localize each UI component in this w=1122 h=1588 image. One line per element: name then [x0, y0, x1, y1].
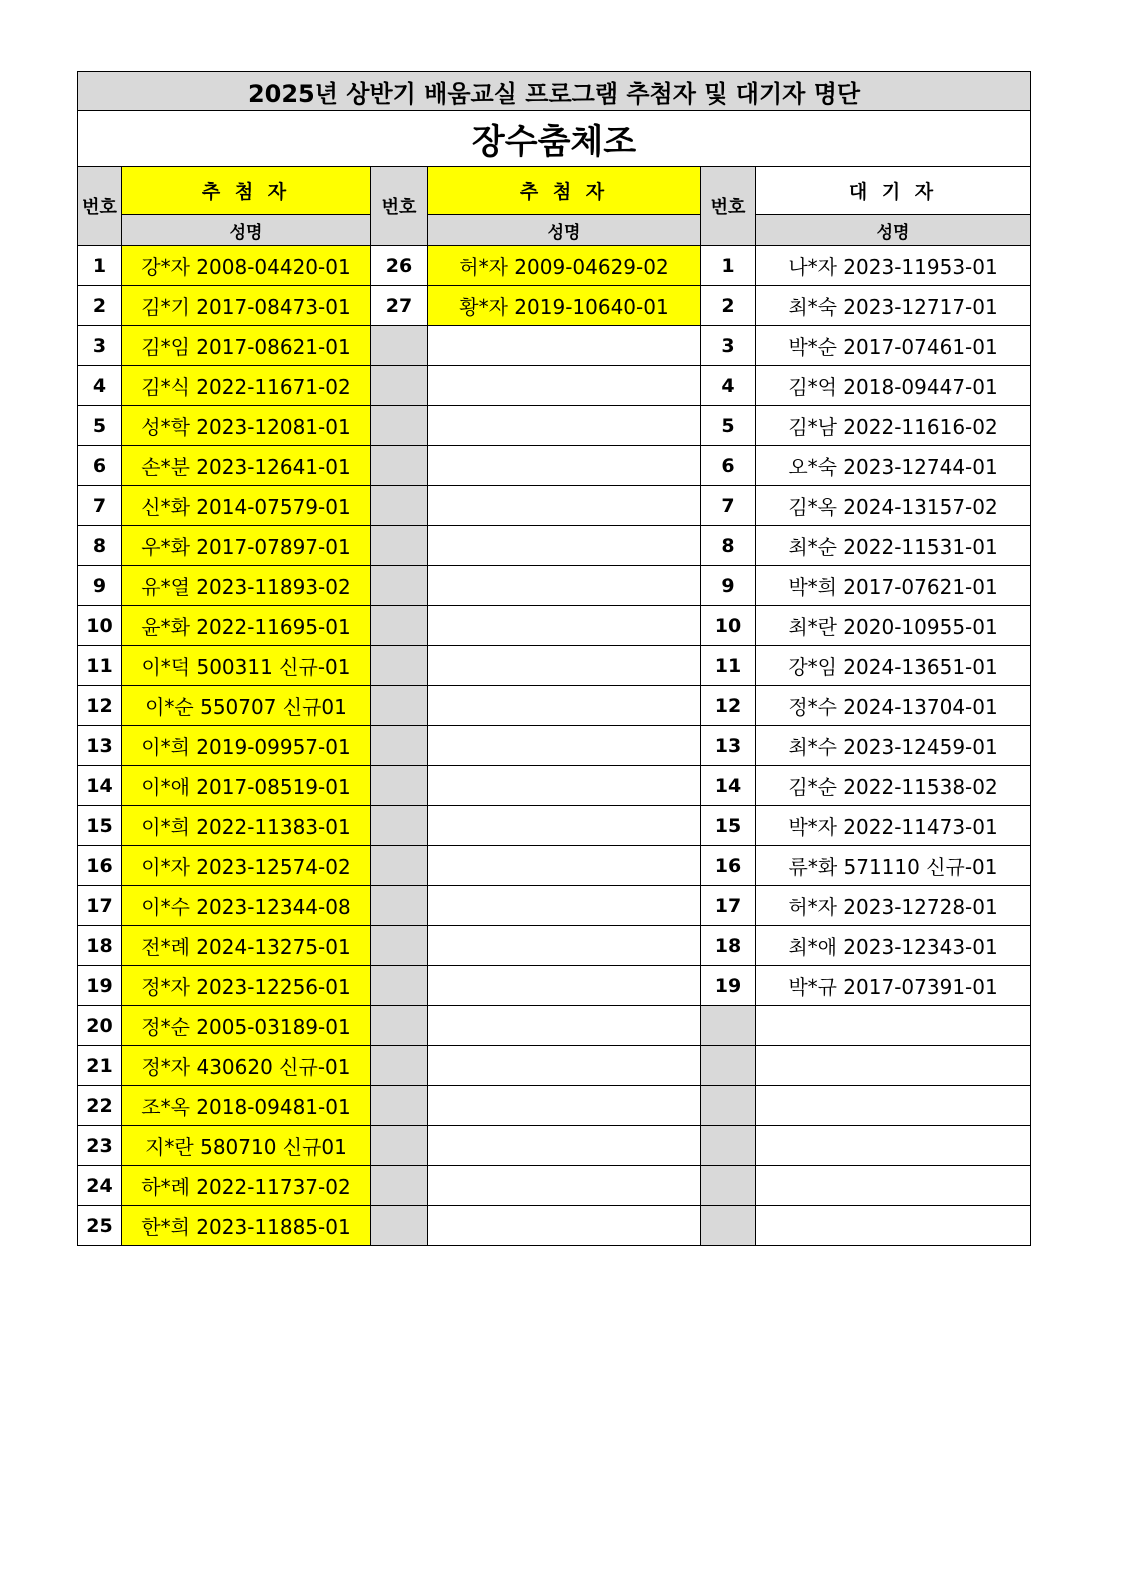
table-row	[78, 1006, 1031, 1046]
winner-number: 2	[78, 286, 122, 326]
winner-name: 우*화 2017-07897-01	[122, 526, 371, 566]
winner-name: 김*임 2017-08621-01	[122, 326, 371, 366]
waitlist-name: 박*자 2022-11473-01	[756, 806, 1031, 846]
table-row	[78, 246, 1031, 286]
waitlist-number	[701, 1006, 756, 1046]
waitlist-name: 강*임 2024-13651-01	[756, 646, 1031, 686]
waitlist-name	[756, 1006, 1031, 1046]
winner-name: 전*례 2024-13275-01	[122, 926, 371, 966]
table-row	[78, 286, 1031, 326]
winner-name: 유*열 2023-11893-02	[122, 566, 371, 606]
winner-name: 이*희 2022-11383-01	[122, 806, 371, 846]
number-header-1: 번호	[78, 167, 122, 246]
winner-name-2	[428, 326, 701, 366]
waitlist-number	[701, 1206, 756, 1246]
waitlist-number: 2	[701, 286, 756, 326]
winner-number: 22	[78, 1086, 122, 1126]
winner-name-2	[428, 1006, 701, 1046]
winner-name: 신*화 2014-07579-01	[122, 486, 371, 526]
winner-number: 7	[78, 486, 122, 526]
winner-number-2	[371, 766, 428, 806]
document-page	[77, 71, 1030, 1246]
waitlist-name: 정*수 2024-13704-01	[756, 686, 1031, 726]
waitlist-number: 9	[701, 566, 756, 606]
waitlist-name: 오*숙 2023-12744-01	[756, 446, 1031, 486]
winner-number: 5	[78, 406, 122, 446]
winner-number: 20	[78, 1006, 122, 1046]
number-header-2: 번호	[371, 167, 428, 246]
document-title: 2025년 상반기 배움교실 프로그램 추첨자 및 대기자 명단	[78, 72, 1031, 111]
winner-number-2	[371, 806, 428, 846]
table-row	[78, 526, 1031, 566]
waitlist-name: 류*화 571110 신규-01	[756, 846, 1031, 886]
winner-name: 이*희 2019-09957-01	[122, 726, 371, 766]
table-row	[78, 446, 1031, 486]
winner-number-2	[371, 446, 428, 486]
winner-number: 23	[78, 1126, 122, 1166]
table-row	[78, 726, 1031, 766]
waitlist-name	[756, 1046, 1031, 1086]
winner-number-2	[371, 966, 428, 1006]
winner-number-2	[371, 686, 428, 726]
table-row	[78, 606, 1031, 646]
winner-number-2	[371, 1086, 428, 1126]
table-row	[78, 1126, 1031, 1166]
waitlist-number: 17	[701, 886, 756, 926]
winner-number: 17	[78, 886, 122, 926]
winner-name: 이*애 2017-08519-01	[122, 766, 371, 806]
waitlist-name	[756, 1126, 1031, 1166]
table-row	[78, 366, 1031, 406]
winner-number: 13	[78, 726, 122, 766]
winner-name: 하*례 2022-11737-02	[122, 1166, 371, 1206]
winner-number: 11	[78, 646, 122, 686]
table-row	[78, 686, 1031, 726]
table-row	[78, 1166, 1031, 1206]
name-header-1: 성명	[122, 215, 371, 246]
winner-number-2: 27	[371, 286, 428, 326]
winner-name-2: 황*자 2019-10640-01	[428, 286, 701, 326]
winner-number: 25	[78, 1206, 122, 1246]
table-row	[78, 886, 1031, 926]
winners-header-2: 추 첨 자	[428, 167, 701, 215]
roster-table	[77, 71, 1031, 1246]
winner-name-2	[428, 926, 701, 966]
winner-name-2	[428, 366, 701, 406]
winner-number-2	[371, 646, 428, 686]
waitlist-number: 16	[701, 846, 756, 886]
winner-number-2	[371, 726, 428, 766]
winner-name: 윤*화 2022-11695-01	[122, 606, 371, 646]
winner-name: 손*분 2023-12641-01	[122, 446, 371, 486]
waitlist-name: 최*수 2023-12459-01	[756, 726, 1031, 766]
winner-number: 3	[78, 326, 122, 366]
waitlist-number: 1	[701, 246, 756, 286]
winner-number-2: 26	[371, 246, 428, 286]
winner-name-2	[428, 486, 701, 526]
winner-number-2	[371, 326, 428, 366]
winner-name-2	[428, 646, 701, 686]
winner-name: 성*학 2023-12081-01	[122, 406, 371, 446]
winner-number: 12	[78, 686, 122, 726]
winner-number-2	[371, 406, 428, 446]
waitlist-number: 3	[701, 326, 756, 366]
table-row	[78, 646, 1031, 686]
winner-number: 8	[78, 526, 122, 566]
waitlist-number: 4	[701, 366, 756, 406]
table-row	[78, 966, 1031, 1006]
winner-name: 이*덕 500311 신규-01	[122, 646, 371, 686]
table-row	[78, 766, 1031, 806]
winner-number: 16	[78, 846, 122, 886]
winner-number-2	[371, 926, 428, 966]
waitlist-number: 8	[701, 526, 756, 566]
winner-name: 김*기 2017-08473-01	[122, 286, 371, 326]
winner-number-2	[371, 566, 428, 606]
winner-number-2	[371, 1206, 428, 1246]
winner-number: 1	[78, 246, 122, 286]
winner-name-2	[428, 1086, 701, 1126]
winner-name-2: 허*자 2009-04629-02	[428, 246, 701, 286]
waitlist-name: 최*숙 2023-12717-01	[756, 286, 1031, 326]
winner-number: 15	[78, 806, 122, 846]
winner-name-2	[428, 446, 701, 486]
waitlist-number: 6	[701, 446, 756, 486]
winner-name-2	[428, 1126, 701, 1166]
waitlist-name: 허*자 2023-12728-01	[756, 886, 1031, 926]
winner-name: 정*자 2023-12256-01	[122, 966, 371, 1006]
winner-name: 지*란 580710 신규01	[122, 1126, 371, 1166]
winner-name-2	[428, 1206, 701, 1246]
winner-number-2	[371, 846, 428, 886]
name-header-3: 성명	[756, 215, 1031, 246]
waitlist-number: 11	[701, 646, 756, 686]
waitlist-name: 김*옥 2024-13157-02	[756, 486, 1031, 526]
winner-number-2	[371, 526, 428, 566]
table-row	[78, 1206, 1031, 1246]
number-header-3: 번호	[701, 167, 756, 246]
winner-number-2	[371, 486, 428, 526]
waitlist-number: 15	[701, 806, 756, 846]
winner-number-2	[371, 886, 428, 926]
table-row	[78, 406, 1031, 446]
waitlist-number: 19	[701, 966, 756, 1006]
waitlist-header: 대 기 자	[756, 167, 1031, 215]
waitlist-name: 김*억 2018-09447-01	[756, 366, 1031, 406]
table-row	[78, 926, 1031, 966]
waitlist-name: 최*순 2022-11531-01	[756, 526, 1031, 566]
table-row	[78, 806, 1031, 846]
winner-name-2	[428, 726, 701, 766]
table-row	[78, 566, 1031, 606]
winner-number: 18	[78, 926, 122, 966]
waitlist-name	[756, 1166, 1031, 1206]
waitlist-number: 14	[701, 766, 756, 806]
winner-name: 김*식 2022-11671-02	[122, 366, 371, 406]
waitlist-number: 10	[701, 606, 756, 646]
winner-name: 한*희 2023-11885-01	[122, 1206, 371, 1246]
waitlist-name: 박*희 2017-07621-01	[756, 566, 1031, 606]
waitlist-number: 5	[701, 406, 756, 446]
waitlist-number: 7	[701, 486, 756, 526]
winner-name-2	[428, 606, 701, 646]
winner-name-2	[428, 1046, 701, 1086]
waitlist-name: 박*규 2017-07391-01	[756, 966, 1031, 1006]
winner-number-2	[371, 1166, 428, 1206]
winner-name-2	[428, 566, 701, 606]
waitlist-number	[701, 1046, 756, 1086]
winner-number-2	[371, 606, 428, 646]
winner-number: 21	[78, 1046, 122, 1086]
winner-name-2	[428, 766, 701, 806]
winner-name-2	[428, 966, 701, 1006]
winner-name-2	[428, 1166, 701, 1206]
winner-number: 10	[78, 606, 122, 646]
name-header-2: 성명	[428, 215, 701, 246]
program-name: 장수춤체조	[78, 111, 1031, 167]
winner-name-2	[428, 806, 701, 846]
winners-header-1: 추 첨 자	[122, 167, 371, 215]
table-row	[78, 326, 1031, 366]
winner-number-2	[371, 1046, 428, 1086]
winner-name-2	[428, 686, 701, 726]
waitlist-name: 최*란 2020-10955-01	[756, 606, 1031, 646]
winner-name: 이*수 2023-12344-08	[122, 886, 371, 926]
waitlist-name: 김*남 2022-11616-02	[756, 406, 1031, 446]
winner-number: 9	[78, 566, 122, 606]
table-row	[78, 486, 1031, 526]
waitlist-name	[756, 1086, 1031, 1126]
winner-name-2	[428, 846, 701, 886]
winner-number-2	[371, 1126, 428, 1166]
table-row	[78, 846, 1031, 886]
table-row	[78, 1046, 1031, 1086]
waitlist-number	[701, 1166, 756, 1206]
winner-name: 이*자 2023-12574-02	[122, 846, 371, 886]
winner-name: 정*자 430620 신규-01	[122, 1046, 371, 1086]
winner-name: 강*자 2008-04420-01	[122, 246, 371, 286]
winner-number: 4	[78, 366, 122, 406]
winner-number: 6	[78, 446, 122, 486]
winner-number: 14	[78, 766, 122, 806]
waitlist-name: 김*순 2022-11538-02	[756, 766, 1031, 806]
waitlist-number: 12	[701, 686, 756, 726]
winner-name: 조*옥 2018-09481-01	[122, 1086, 371, 1126]
waitlist-number: 18	[701, 926, 756, 966]
waitlist-name: 나*자 2023-11953-01	[756, 246, 1031, 286]
winner-name-2	[428, 526, 701, 566]
table-row	[78, 1086, 1031, 1126]
waitlist-number	[701, 1126, 756, 1166]
waitlist-name: 최*애 2023-12343-01	[756, 926, 1031, 966]
winner-number: 24	[78, 1166, 122, 1206]
winner-number-2	[371, 366, 428, 406]
winner-name-2	[428, 886, 701, 926]
winner-name-2	[428, 406, 701, 446]
waitlist-name: 박*순 2017-07461-01	[756, 326, 1031, 366]
winner-number-2	[371, 1006, 428, 1046]
winner-name: 이*순 550707 신규01	[122, 686, 371, 726]
waitlist-number: 13	[701, 726, 756, 766]
waitlist-number	[701, 1086, 756, 1126]
waitlist-name	[756, 1206, 1031, 1246]
winner-name: 정*순 2005-03189-01	[122, 1006, 371, 1046]
winner-number: 19	[78, 966, 122, 1006]
